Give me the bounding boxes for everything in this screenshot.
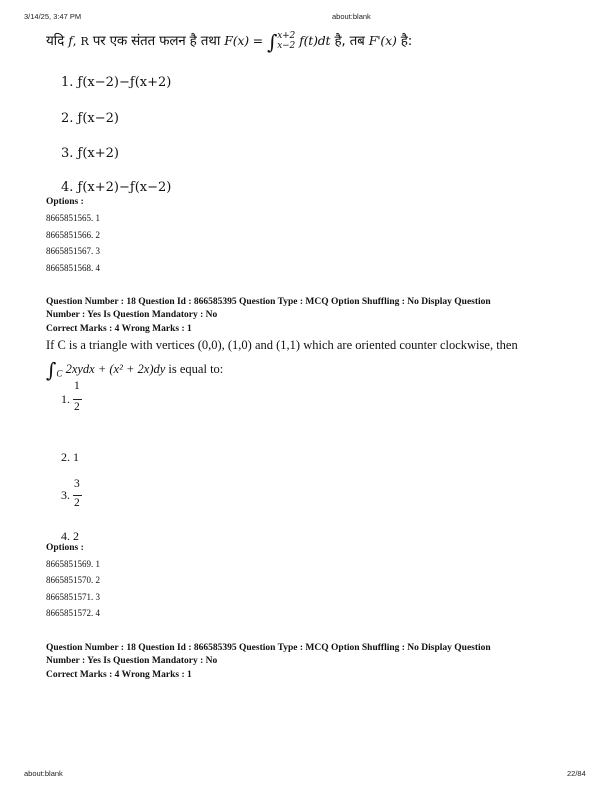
lower-limit: x−2 (277, 41, 296, 51)
question-17-text: यदि f, R पर एक संतत फलन है तथा F(x) = ∫x+2 x−2 f(t)dt है, तब F'(x) है: (46, 30, 413, 54)
q18-marks: Correct Marks : 4 Wrong Marks : 1 (46, 324, 192, 334)
numerator: 3 (74, 478, 80, 490)
q18-option-4: 4. 2 (61, 529, 79, 543)
hindi-mid: पर एक संतत फलन है तथा (92, 33, 221, 49)
integral-sign: ∫ (267, 30, 278, 54)
q18-option-id-4: 8665851572. 4 (46, 608, 100, 618)
hindi-end: है, तब (334, 33, 365, 49)
q18-meta-line-2: Number : Yes Is Question Mandatory : No (46, 310, 218, 320)
q17-option-id-2: 8665851566. 2 (46, 230, 100, 240)
q17-option-1: 1. ƒ(x−2)−ƒ(x+2) (61, 75, 172, 90)
denominator: 2 (74, 401, 80, 413)
q17-option-id-1: 8665851565. 1 (46, 213, 100, 223)
q18-text-line-2 (46, 358, 223, 382)
print-datetime: 3/14/25, 3:47 PM (24, 12, 82, 21)
upper-limit: x+2 (277, 31, 296, 41)
q18b-marks: Correct Marks : 4 Wrong Marks : 1 (46, 670, 192, 680)
fraction-bar (73, 495, 82, 496)
line-integral-sign: ∫ (46, 358, 57, 382)
q18-options-label: Options : (46, 543, 84, 553)
footer-url: about:blank (24, 769, 63, 778)
q18-text-line-1: If C is a triangle with vertices (0,0), (1,0) and (1,1) which are oriented counter clockwise, then (46, 338, 518, 352)
q18-meta-line-1: Question Number : 18 Question Id : 866585395 Question Type : MCQ Option Shuffling : No Display Question (46, 297, 491, 307)
q18-option-2: 2. 1 (61, 450, 79, 464)
print-page-title: about:blank (332, 12, 371, 21)
fraction-bar (73, 399, 82, 400)
integral-expression: 2xydx + (x² + 2x)dy (65, 362, 166, 376)
integral-limits (277, 31, 295, 51)
q17-option-3: 3. ƒ(x+2) (61, 146, 119, 161)
q18-option-id-2: 8665851570. 2 (46, 575, 100, 585)
q18b-meta-line-2: Number : Yes Is Question Mandatory : No (46, 656, 218, 666)
hindi-tail: है: (400, 33, 413, 49)
hindi-prefix: यदि (46, 33, 65, 49)
q17-option-4: 4. ƒ(x+2)−ƒ(x−2) (61, 180, 172, 195)
q18-option-id-1: 8665851569. 1 (46, 559, 100, 569)
F-prime: F'(x) (368, 33, 397, 48)
page-number: 22/84 (567, 769, 586, 778)
integrand: f(t)dt (299, 33, 331, 48)
real-set-R: R (80, 35, 89, 48)
q17-options-label: Options : (46, 197, 84, 207)
option-number: 1. (61, 392, 70, 406)
denominator: 2 (74, 497, 80, 509)
text-is-equal-to: is equal to: (168, 362, 224, 376)
numerator: 1 (74, 380, 80, 392)
q17-option-id-4: 8665851568. 4 (46, 263, 100, 273)
option-number: 3. (61, 488, 70, 502)
contour-C: C (56, 368, 63, 379)
function-f: f (68, 33, 73, 48)
F-of-x: F(x) = (224, 33, 263, 48)
q17-option-id-3: 8665851567. 3 (46, 246, 100, 256)
q17-option-2: 2. ƒ(x−2) (61, 111, 119, 126)
q18-option-id-3: 8665851571. 3 (46, 592, 100, 602)
q18b-meta-line-1: Question Number : 18 Question Id : 866585395 Question Type : MCQ Option Shuffling : No Display Question (46, 643, 491, 653)
